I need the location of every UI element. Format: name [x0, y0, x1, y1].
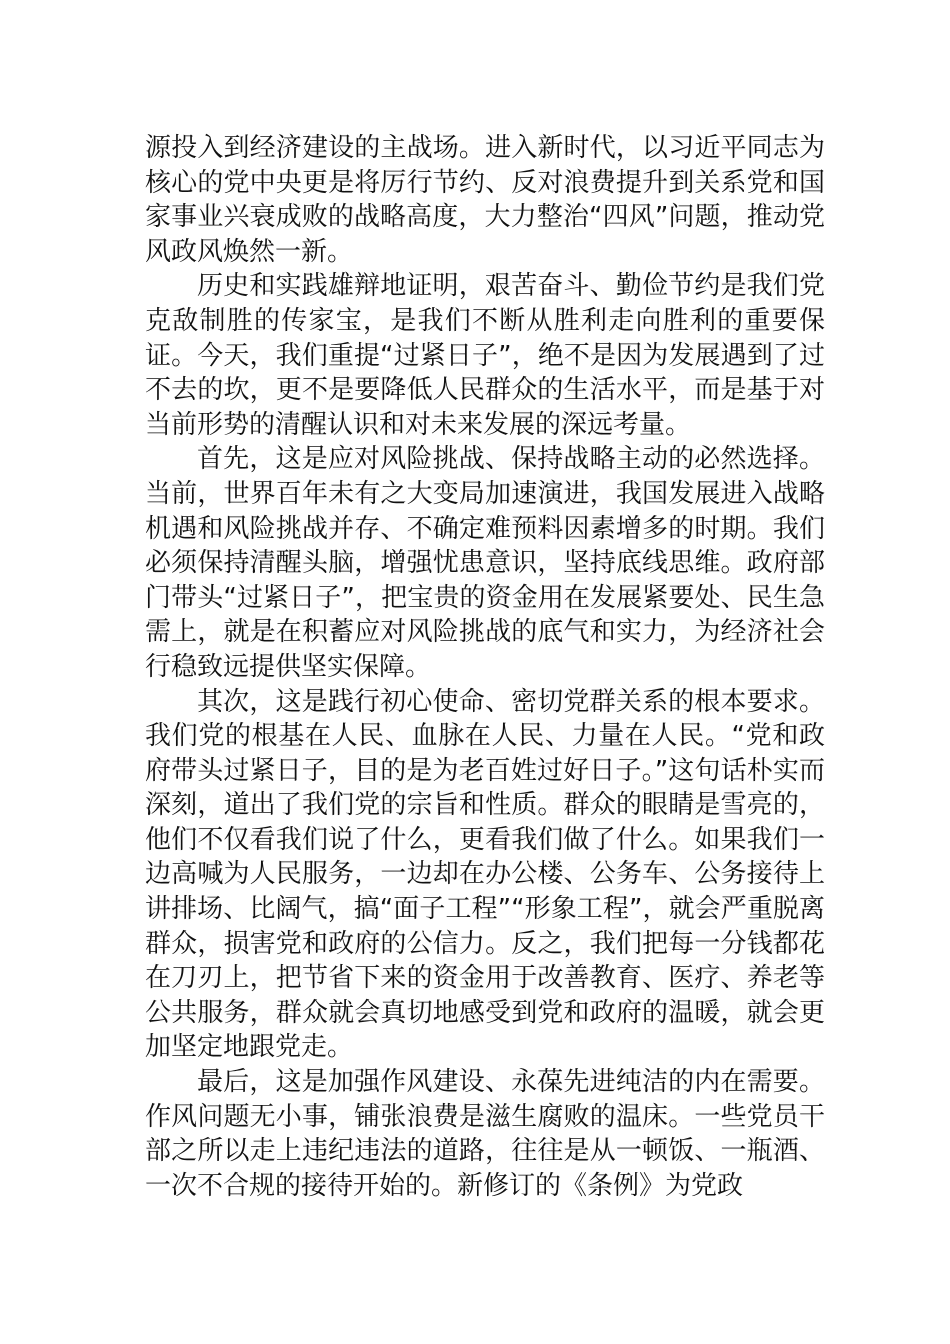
paragraph-second-reason: 其次，这是践行初心使命、密切党群关系的根本要求。我们党的根基在人民、血脉在人民、力量在人民。“党和政府带头过紧日子，目的是为老百姓过好日子。”这句话朴实而深刻，道出了我们党的宗旨和性质。群众的眼睛是雪亮的，他们不仅看我们说了什么，更看我们做了什么。如果我们一边高喊为人民服务，一边却在办公楼、公务车、公务接待上讲排场、比阔气，搞“面子工程”“形象工程”，就会严重脱离群众，损害党和政府的公信力。反之，我们把每一分钱都花在刀刃上，把节省下来的资金用于改善教育、医疗、养老等公共服务，群众就会真切地感受到党和政府的温暖，就会更加坚定地跟党走。	[145, 686, 825, 1063]
document-body	[145, 131, 825, 1203]
paragraph-last-reason: 最后，这是加强作风建设、永葆先进纯洁的内在需要。作风问题无小事，铺张浪费是滋生腐败的温床。一些党员干部之所以走上违纪违法的道路，往往是从一顿饭、一瓶酒、一次不合规的接待开始的。新修订的《条例》为党政	[145, 1067, 825, 1201]
paragraph-first-reason: 首先，这是应对风险挑战、保持战略主动的必然选择。当前，世界百年未有之大变局加速演进，我国发展进入战略机遇和风险挑战并存、不确定难预料因素增多的时期。我们必须保持清醒头脑，增强忧患意识，坚持底线思维。政府部门带头“过紧日子”，把宝贵的资金用在发展紧要处、民生急需上，就是在积蓄应对风险挑战的底气和实力，为经济社会行稳致远提供坚实保障。	[145, 444, 825, 682]
paragraph-history-practice: 历史和实践雄辩地证明，艰苦奋斗、勤俭节约是我们党克敌制胜的传家宝，是我们不断从胜利走向胜利的重要保证。今天，我们重提“过紧日子”，绝不是因为发展遇到了过不去的坎，更不是要降低人民群众的生活水平，而是基于对当前形势的清醒认识和对未来发展的深远考量。	[145, 271, 825, 440]
paragraph-continuation: 源投入到经济建设的主战场。进入新时代，以习近平同志为核心的党中央更是将厉行节约、反对浪费提升到关系党和国家事业兴衰成败的战略高度，大力整治“四风”问题，推动党风政风焕然一新。	[145, 133, 825, 267]
